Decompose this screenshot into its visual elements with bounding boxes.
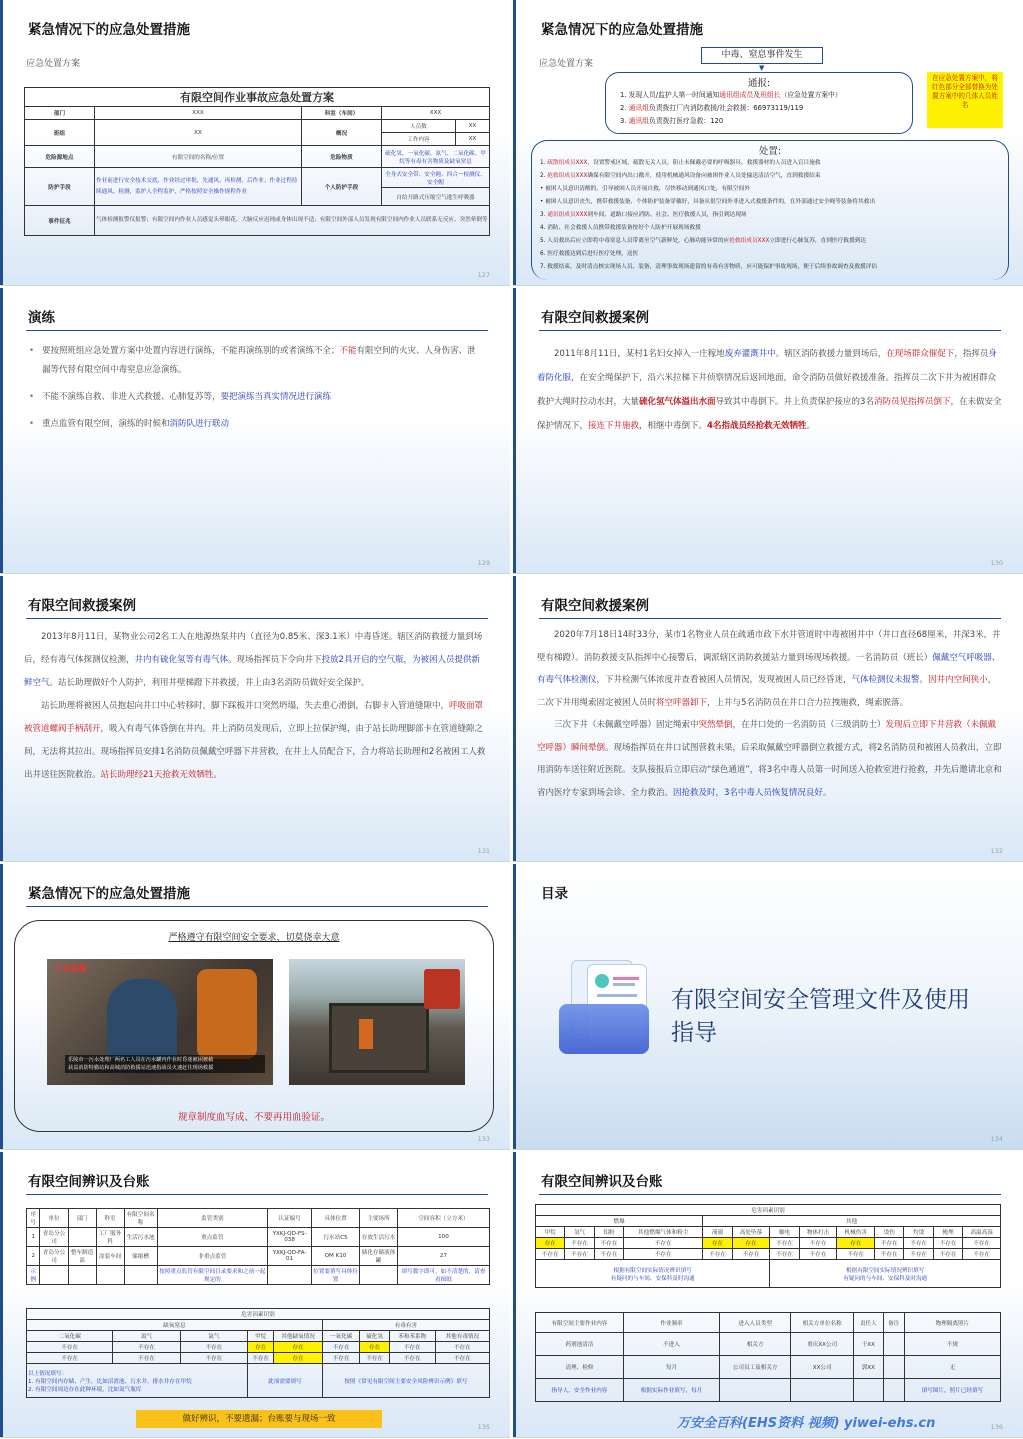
table-row [536,1205,1001,1216]
accent-bar [513,864,516,1149]
slide-title: 演练 [28,310,55,326]
accent-bar [513,0,516,285]
table-cell: 不存在 [389,1342,435,1353]
cell: 气体检测报警仪报警；有限空间内作业人员感觉头晕眼花、大脑反应迟钝或身体出现不适；有限空间外部人员发现有限空间内作业人员联系无反应、突然晕倒等 [95,206,490,236]
slide-title: 有限空间辨识及台账 [541,1174,663,1190]
bullet-item: • 要按照班组应急处置方案中处置内容进行演练，不能再演练别的或者演练不全；不能有限空间的火灾、人身伤害、泄漏等代替有限空间中毒窒息应急演练。 [26,342,476,380]
table-cell: 不存在 [435,1342,489,1353]
table-cell: 不存在 [113,1353,180,1364]
table-row [536,1379,1001,1402]
table-cell: 非重点监管 [157,1247,268,1266]
table-cell: 重点监管 [157,1228,268,1247]
title-underline [26,906,488,907]
notify-title: 通报: [747,78,771,89]
table-cell: 不存在 [435,1353,489,1364]
table-cell: 按照《常见有限空间主要安全风险辨识示例》填写 [322,1364,489,1398]
table-cell: 不存在 [322,1353,360,1364]
table-cell: 不存在 [837,1249,875,1260]
table-cell: 物理隔离照片 [904,1313,1000,1333]
table-cell: 不存在 [875,1238,904,1249]
case-paragraph: 2013年8月11日，某物业公司2名工人在地源热泵井内（直径为0.85米、深3.1米）中毒昏迷。辖区消防救援力量到场后，经有毒气体探测仪检测，井内有硫化氢等有毒气体。现场指挥员下令向井下投放2具开启的空气瓶，为被困人员提供新鲜空气。站长助理做好个人防护，利用井壁梯蹬下井救援，井上由3名消防员做好安全保护。 [24,632,483,688]
table-cell: 不存在 [180,1353,247,1364]
firefighter-figure [197,969,257,1059]
page-number: 136 [990,1423,1003,1431]
slide-subtitle: 应急处置方案 [539,59,594,69]
accent-bar [0,288,3,573]
table-cell: 青岛分公司 [40,1247,68,1266]
table-cell: 烫伤 [875,1227,904,1238]
table-cell: 主要场所 [360,1209,398,1228]
table-cell: 甲烷 [536,1227,565,1238]
table-cell [124,1266,157,1285]
cell: 自给开路式压缩空气逃生呼吸器 [381,188,489,206]
cell: 事件征兆 [25,206,95,236]
slide-title: 紧急情况下的应急处置措施 [541,22,703,38]
table-cell: 不存在 [565,1249,594,1260]
dispose-line: 3. 通讯组成员XXX到车间、道路口接应消防、社会、医疗救援人员，指引到达现场 [540,212,747,218]
table-row [536,1313,1001,1333]
notify-box [605,72,913,134]
table-cell [96,1266,124,1285]
slide-title: 紧急情况下的应急处置措施 [28,22,190,38]
cell: 科室（车间） [301,107,381,120]
cell: 硫化氢、一氧化碳、氮气、二氧化碳、甲烷等有毒有害物质及缺氧窒息 [381,146,489,168]
rescue-photo-2 [289,959,465,1085]
slide-127 [0,0,510,286]
table-row [536,1249,1001,1260]
table-cell [791,1379,854,1402]
table-cell: 高处坠落 [732,1227,770,1238]
table-cell: 不存在 [875,1249,904,1260]
table-title: 有限空间作业事故应急处置方案 [25,88,490,107]
table-cell: 认证编号 [268,1209,312,1228]
cell: 个人防护手段 [301,168,381,206]
table-cell: 苯和苯系物 [389,1331,435,1342]
table-cell: 科室 [96,1209,124,1228]
headline: 严格遵守有限空间安全要求，切莫侥幸大意 [168,933,340,943]
table-row [536,1260,1001,1288]
table-cell [360,1266,398,1285]
note-box: 在应急处置方案中，将红色部分全部替换为处置方案中的几体人员姓名 [927,72,1003,128]
table-cell: 污水站C5 [311,1228,359,1247]
table-cell: 其他有毒情况 [435,1331,489,1342]
slide-136 [513,1152,1023,1438]
table-cell: 生活污水池 [124,1228,157,1247]
dispose-line: • 被困人员意识丧失，携带救援装备，个体防护装备穿戴好，具备从很空间外非进入式救援条件的，在外部通过安全绳等装备将其救出 [540,199,876,205]
accent-bar [513,288,516,573]
cell: 人员数 [381,120,455,133]
table-cell: 不进入 [623,1333,719,1356]
cell: 部门 [25,107,95,120]
slide-title: 有限空间救援案例 [28,598,136,614]
case-paragraph: 2020年7月18日14时33分，某市1名物业人员在疏通市政下水井管道时中毒被困井中（井口直径68厘米，井深3米，井壁有梯蹬）。消防救援支队指挥中心接警后，调派辖区消防救援站力量到场现场救援。一名消防员（班长）佩戴空气呼吸器、有毒气体检测仪，下井检测气体浓度并查看被困人员情况，发现被困人员已经昏迷，气体检测仪未报警。因井内空间狭小，二次下井用绳索固定被困人员时将空呼器卸下，上井与5名消防员在井口合力拉拽施救，绳索脱落。 [537,630,1001,708]
table-cell: 氮气 [113,1331,180,1342]
table-row [27,1320,490,1331]
accent-bar [0,576,3,861]
table-cell: YXKJ-QD-FA-01 [268,1247,312,1266]
table-cell: 监管类别 [157,1209,268,1228]
table-cell: OM K10 [311,1247,359,1266]
slide-title: 有限空间辨识及台账 [28,1174,150,1190]
table-cell: 位置要填写具体位置 [311,1266,359,1285]
table-row [27,1331,490,1342]
table-cell [68,1266,96,1285]
worker-figure [107,979,177,1059]
table-cell: 相关方单位名称 [791,1313,854,1333]
table-cell: 氢气 [565,1227,594,1238]
cell: 作业前进行安全技术交底，作业经过审批，先通风，再检测，后作业；作业过程持续通风、检测，监护人全程监护，严格按照安全操作规程作业 [95,168,302,206]
table-cell: 存在 [274,1342,322,1353]
table-row [27,1309,490,1320]
title-underline [539,618,1001,619]
cell: XX [95,120,302,146]
cell: XXX [95,107,302,120]
accent-bar [513,576,516,861]
page-number: 130 [990,559,1003,567]
table-cell: 整车制造部 [68,1247,96,1266]
table-cell: 工厂服务科 [96,1228,124,1247]
slide-129 [0,288,510,574]
table-cell: 序号 [27,1209,40,1228]
cell: XX [455,133,489,146]
table-cell: 不存在 [594,1238,623,1249]
table-cell: 按照重点监管有限空间目录要求和之前一起规定的 [157,1266,268,1285]
table-cell: 其他燃爆气体和粉尘 [624,1227,703,1238]
table-cell: 不存在 [536,1249,565,1260]
folder-icon [559,960,653,1056]
slide-title: 目录 [541,886,568,902]
table-cell: 危害因素识别 [536,1205,1001,1216]
table-cell [883,1379,904,1402]
table-cell: 存在 [703,1238,732,1249]
table-cell: 于XX [854,1333,884,1356]
table-cell: 缺氧窒息 [27,1320,323,1331]
table-cell: 不存在 [933,1238,962,1249]
table-cell: 每月 [623,1356,719,1379]
page-number: 135 [477,1423,490,1431]
table-cell: 进入人员类型 [720,1313,791,1333]
toc-title: 有限空间安全管理文件及使用指导 [671,987,970,1046]
table-cell: 不存在 [770,1249,799,1260]
dispose-line: 5. 人员救出后应立即将中毒窒息人员带离至空气新鲜处，心肺功能异常的应抢救组成员XXX立即进行心肺复苏，直到医疗救援到达 [540,238,867,244]
table-cell: 指导人，安全作业内容 [536,1379,624,1402]
reminder-banner: 做好辨识，不要遗漏；台账要与现场一致 [136,1410,382,1428]
table-cell: 清理、检修 [536,1356,624,1379]
rescue-photo-1 [47,959,273,1085]
table-cell: 不存在 [389,1353,435,1364]
page-number: 131 [477,847,490,855]
table-cell: 空间容积（立方米） [397,1209,489,1228]
table-cell: 不存在 [27,1353,113,1364]
case-paragraph: 站长助理将被困人员抱起向井口中心转移时，脚下踩板井口突然坍塌，失去重心滑倒，右脚卡入管道缝隙中，呼吸面罩被管道螺阀手柄刮开，吸入有毒气体昏倒在井内。井上消防员发现后，立即上拉保护绳，由于站长助理脚部卡在管道缝隙之间，无法将其拉出。现场指挥员安排1名消防员佩戴空呼器下井营救，在井上人员配合下，合力将站长助理和2名被困工人救出井送往医院救治。站长助理经21天抢救无效牺牲。 [24,701,486,780]
table-cell [883,1356,904,1379]
table-cell: 青岛分公司 [40,1228,68,1247]
table-cell [68,1228,96,1247]
cell: 概况 [301,120,381,146]
table-cell: 2 [27,1247,40,1266]
bullet-item: • 不能不演练自救、非进入式救援、心肺复苏等，要把演练当真实情况进行演练 [26,388,476,407]
table-cell: 不存在 [322,1342,360,1353]
table-cell: 危害因素识别 [27,1309,490,1320]
table-row [536,1227,1001,1238]
table-row [27,1266,490,1285]
notify-line: 1. 发现人员/监护人第一时间通知通讯组成员及班组长（应急处置方案中） [620,91,842,99]
pit-opening [329,1003,429,1073]
cell: 班组 [25,120,95,146]
table-cell: 不存在 [27,1342,113,1353]
table-cell: 硫化氢 [360,1331,389,1342]
dispose-line: 1. 疏散组成员XXX，设置警戒区域，疏散无关人员，阻止未佩戴必要的呼吸器具、救援器材的人员进入盲目施救 [540,160,821,166]
table-cell: 1 [27,1228,40,1247]
table-cell: 公司员工及相关方 [720,1356,791,1379]
table-cell: 不存在 [732,1249,770,1260]
bullet-item: • 重点监管有限空间，演练的时候和消防队进行联动 [26,415,476,434]
warning-panel [14,920,494,1132]
title-underline [26,330,488,331]
cell: 全身式安全带、安全绳、四合一检测仪、安全帽 [381,168,489,188]
title-underline [539,1194,1001,1195]
table-cell: 存放生活污水 [360,1228,398,1247]
dispose-line: 4. 消防、社会救援人员携带救援装备按好个人防护开展现场救援 [540,225,701,231]
slide-131 [0,576,510,862]
slide-135 [0,1152,510,1438]
cell: 危险物质 [301,146,381,168]
title-underline [539,330,1001,331]
table-cell: 淹溺 [703,1227,732,1238]
table-cell [720,1379,791,1402]
table-row [27,1209,490,1228]
table-cell: XX公司 [791,1356,854,1379]
page-number: 127 [477,271,490,279]
title-underline [26,1194,488,1195]
table-cell [268,1266,312,1285]
table-cell: 100 [397,1228,489,1247]
table-row [27,1228,490,1247]
table-cell: 二氧化碳 [27,1331,113,1342]
case-paragraph: 三次下井（未佩戴空呼器）固定绳索中突然晕倒，在井口处的一名消防员（三级消防士）发现后立即下井营救（未佩戴空呼器）瞬间晕倒。现场指挥员在井口试图营救未果，后采取佩戴空呼器倒立救援方式，将2名消防员和被困人员救出，立即用消防车送往附近医院。支队接报后立即启动“绿色通道”，将3名中毒人员第一时间送入抢救室进行抢救，并先后邀请北京和省内医疗专家到场会诊、全力救治。因抢救及时，3名中毒人员恢复情况良好。 [537,720,1002,798]
table-cell: 燃爆 [536,1216,703,1227]
dispose-line: 2. 抢救组成员XXX确保有限空间内出口敞开，使用机械通风设备向被困作业人员处输送清洁空气，直到救援结束 [540,173,821,179]
table-cell: 相关方 [720,1333,791,1356]
table-cell: 其他 [703,1216,1001,1227]
dispose-line: 6. 医疗救援达到后进行医疗处理，送医 [540,251,639,257]
table-row [536,1216,1001,1227]
table-cell: 药剂池清洁 [536,1333,624,1356]
table-cell: 灼烫 [904,1227,933,1238]
table-cell: 不存在 [594,1249,623,1260]
table-cell: 其他缺氧情况 [274,1331,322,1342]
page-number: 132 [990,847,1003,855]
table-cell: 不存在 [703,1249,732,1260]
table-cell: 不存在 [248,1353,274,1364]
accent-bar [0,864,3,1149]
cell: 危险源地点 [25,146,95,168]
notify-line: 2. 通讯组负责拨打厂内消防救援/社会救援：66973119/119 [620,104,804,112]
table-cell: 不存在 [933,1249,962,1260]
slide-128 [513,0,1023,286]
table-cell: 填写图片，照片已经填写 [904,1379,1000,1402]
table-cell: 有限空间主要作业内容 [536,1313,624,1333]
table-cell: 不存在 [963,1238,1001,1249]
slide-133 [0,864,510,1150]
table-cell: 铝粉 [594,1227,623,1238]
table-cell: 存在 [837,1238,875,1249]
title-underline [26,618,488,619]
dispose-line: • 被困人员意识清醒的，引导被困人员开展自救，尽快移动到通风口处，有限空间外 [540,186,750,192]
table-cell: 以上情况填写： 1. 有限空间内存储、产生、比如沼渣池、污水井、排水井存在甲烷 2. 有限空间周边存在此种环境，比如氮气瓶库 [27,1364,248,1398]
table-cell: YXKJ-QD-FS-038 [268,1228,312,1247]
table-cell [883,1333,904,1356]
slide-134 [513,864,1023,1150]
table-cell: 储缩槽 [124,1247,157,1266]
table-row [27,1247,490,1266]
table-cell: 高温高湿 [963,1227,1001,1238]
hazard-table-2 [535,1204,1001,1288]
slide-title: 有限空间救援案例 [541,598,649,614]
dispose-title: 处置: [758,146,782,157]
bullet-list [26,342,476,442]
table-cell: 不存在 [624,1238,703,1249]
table-row [536,1238,1001,1249]
caption-line: 获益消防特勤站和高城消防救援站迅速指战员火速赶往现场救援 [68,1065,214,1071]
table-cell: 存在 [732,1238,770,1249]
table-cell: 存在 [248,1342,274,1353]
table-cell: 物体打击 [799,1227,837,1238]
table-cell: 根据有限空间实际情况辨识填写 有疑问的与车间、安保科及时沟通 [536,1260,770,1288]
event-box: 中毒、窒息事件发生 [701,47,823,64]
table-cell: 单位 [40,1209,68,1228]
table-cell: 根据实际作业填写，每月 [623,1379,719,1402]
accent-bar [0,1152,3,1437]
footer-slogan: 规章制度血写成、不要再用血验证。 [177,1112,330,1123]
table-cell: 不存在 [565,1238,594,1249]
video-logo: 人民视频 [55,964,87,973]
table-cell: 责任人 [854,1313,884,1333]
page-number: 133 [477,1135,490,1143]
table-cell: 涂装车间 [96,1247,124,1266]
dispose-box [531,140,1009,280]
ledger-table [26,1208,490,1285]
slide-132 [513,576,1023,862]
table-cell: 触电 [770,1227,799,1238]
table-cell: 不存在 [963,1249,1001,1260]
table-cell [854,1379,884,1402]
table-cell: 不存在 [799,1238,837,1249]
caption-line: 乐陵市一污水处理厂两名工人员在污水罐内作业时昏迷被困被截 [68,1057,214,1063]
table-cell: 储化存储液体罐 [360,1247,398,1266]
work-content-table [535,1312,1001,1402]
table-cell: 有毒有害 [322,1320,489,1331]
table-cell: 郭XX [854,1356,884,1379]
table-row [27,1353,490,1364]
table-row [536,1333,1001,1356]
table-cell [40,1266,68,1285]
table-cell: 存在 [536,1238,565,1249]
table-cell: 氩气 [180,1331,247,1342]
slide-title: 有限空间救援案例 [541,310,649,326]
table-cell: 不存在 [624,1249,703,1260]
table-cell: 机械伤害 [837,1227,875,1238]
table-cell: 不存在 [770,1238,799,1249]
fire-truck [424,969,460,1009]
table-cell: 不存在 [904,1238,933,1249]
table-row [27,1364,490,1398]
table-cell: 不存在 [904,1249,933,1260]
table-cell: 存在 [360,1342,389,1353]
table-cell: 示例 [27,1266,40,1285]
emergency-plan-table [24,87,490,236]
table-cell: 作业频率 [623,1313,719,1333]
cell: 工作内容 [381,133,455,146]
cell: 防护手段 [25,168,95,206]
table-cell: 27 [397,1247,489,1266]
table-cell: 不规 [904,1333,1000,1356]
table-cell: 备注 [883,1313,904,1333]
accent-bar [0,0,3,285]
table-cell: 不存在 [180,1342,247,1353]
dispose-line: 7. 救援结束，及时清点核实现场人员、装备，清理事故现场遗留的有毒有害物质，应可能保护事故现场，便于后续事故调查及救援评估 [540,264,878,270]
slide-subtitle: 应急处置方案 [26,59,81,69]
table-cell: 不存在 [799,1249,837,1260]
arrow-down-icon: ▼ [759,64,765,72]
cell: XX [455,120,489,133]
table-row [27,1342,490,1353]
table-cell: 有限空间名称 [124,1209,157,1228]
table-cell: 不存在 [113,1342,180,1353]
table-cell: 具体位置 [311,1209,359,1228]
table-cell: 存在 [274,1353,322,1364]
watermark-text: 万安全百科(EHS资料 视频) yiwei-ehs.cn [677,1416,936,1431]
cell: 有限空间的名称/位置 [95,146,302,168]
table-cell: 部门 [68,1209,96,1228]
table-cell: 根据有限空间实际情况辨识填写 有疑问的与车间、安保科及时沟通 [770,1260,1001,1288]
table-cell: 填写数字即可，如不清楚的，请查看图纸 [397,1266,489,1285]
cell: XXX [381,107,489,120]
slide-130 [513,288,1023,574]
slide-title: 紧急情况下的应急处置措施 [28,886,190,902]
hazard-table [26,1308,490,1398]
case-paragraph: 2011年8月11日，某村1名妇女掉入一庄稼地废弃灌溉井中。辖区消防救援力量到场后，在现场群众催促下，指挥员身着防化服，在安全绳保护下，沿六米拉梯下井侦察情况后返回地面，命令消防员做好救援准备。指挥员二次下井为被困群众救护大绳时拉动水封，大量硫化氢气体溢出水面导致其中毒倒下。井上负责保护接应的3名消防员见指挥员倒下，在未做安全保护情况下，接连下井施救，相继中毒倒下。4名指战员经抢救无效牺牲。 [537,349,1002,431]
table-cell: 重庆XX公司 [791,1333,854,1356]
table-cell: 不存在 [360,1353,389,1364]
rescuer-figure [359,1019,373,1049]
table-cell: 掩埋 [933,1227,962,1238]
table-cell: 无 [904,1356,1000,1379]
accent-bar [513,1152,516,1437]
page-number: 134 [990,1135,1003,1143]
table-row [536,1356,1001,1379]
table-cell: 此项需要填写 [248,1364,323,1398]
table-cell: 甲烷 [248,1331,274,1342]
notify-line: 3. 通讯组负责拨打医疗急救：120 [620,117,724,125]
table-cell: 一氧化碳 [322,1331,360,1342]
page-number: 129 [477,559,490,567]
